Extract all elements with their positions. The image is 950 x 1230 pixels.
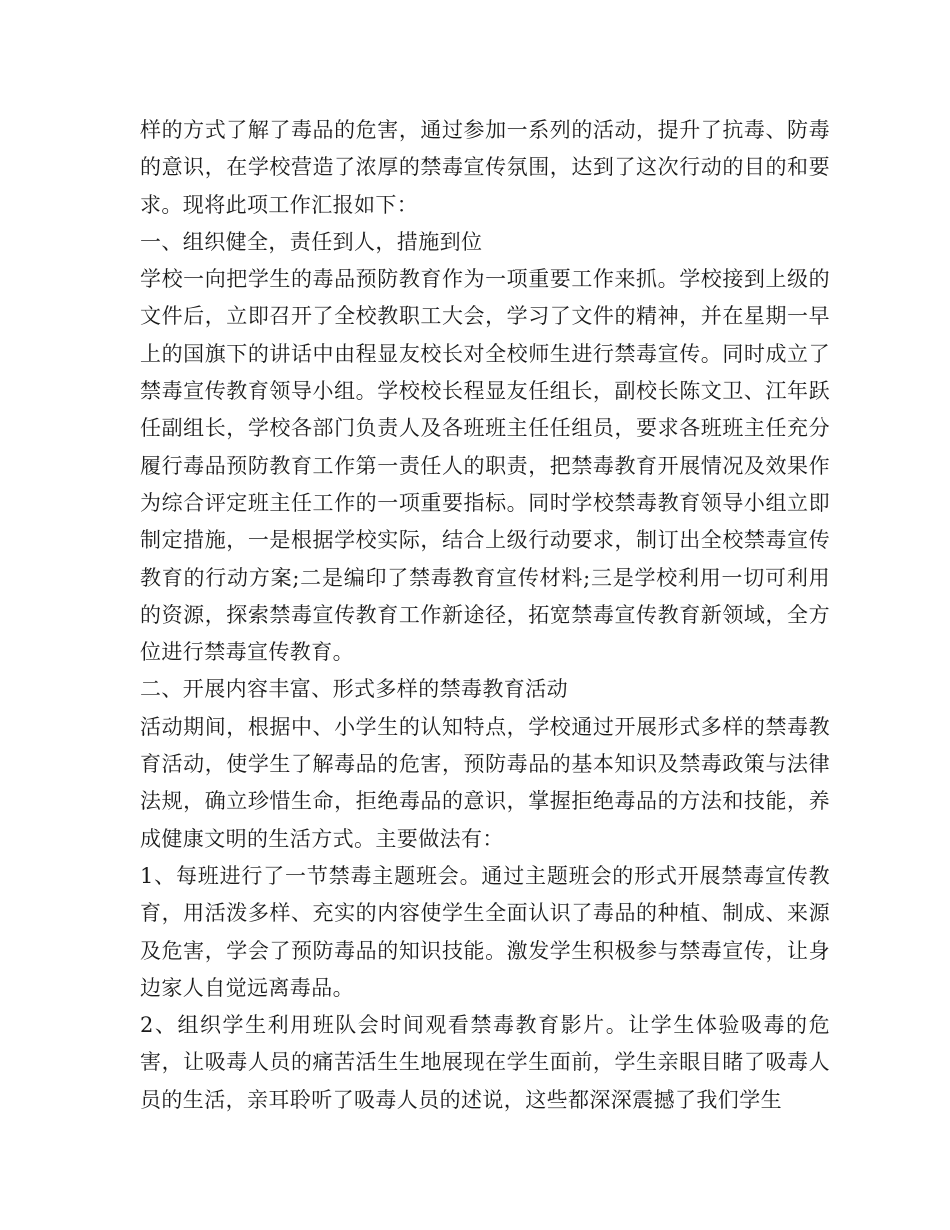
document-body [140, 112, 830, 1119]
list-item-2: 2、组织学生利用班队会时间观看禁毒教育影片。让学生体验吸毒的危害，让吸毒人员的痛苦活生生地展现在学生面前，学生亲眼目睹了吸毒人员的生活，亲耳聆听了吸毒人员的述说，这些都深深震撼了我们学生 [140, 1013, 830, 1112]
section-heading-2: 二、开展内容丰富、形式多样的禁毒教育活动 [140, 677, 568, 702]
paragraph-intro-continuation: 样的方式了解了毒品的危害，通过参加一系列的活动，提升了抗毒、防毒的意识，在学校营造了浓厚的禁毒宣传氛围，达到了这次行动的目的和要求。现将此项工作汇报如下： [140, 118, 830, 217]
list-item-1: 1、每班进行了一节禁毒主题班会。通过主题班会的形式开展禁毒宣传教育，用活泼多样、充实的内容使学生全面认识了毒品的种植、制成、来源及危害，学会了预防毒品的知识技能。激发学生积极参与禁毒宣传，让身边家人自觉远离毒品。 [140, 863, 830, 1000]
paragraph-activities: 活动期间，根据中、小学生的认知特点，学校通过开展形式多样的禁毒教育活动，使学生了解毒品的危害，预防毒品的基本知识及禁毒政策与法律法规，确立珍惜生命，拒绝毒品的意识，掌握拒绝毒品的方法和技能，养成健康文明的生活方式。主要做法有： [140, 714, 830, 851]
paragraph-organization: 学校一向把学生的毒品预防教育作为一项重要工作来抓。学校接到上级的文件后，立即召开了全校教职工大会，学习了文件的精神，并在星期一早上的国旗下的讲话中由程显友校长对全校师生进行禁毒宣传。同时成立了禁毒宣传教育领导小组。学校校长程显友任组长，副校长陈文卫、江年跃任副组长，学校各部门负责人及各班班主任任组员，要求各班班主任充分履行毒品预防教育工作第一责任人的职责，把禁毒教育开展情况及效果作为综合评定班主任工作的一项重要指标。同时学校禁毒教育领导小组立即制定措施，一是根据学校实际，结合上级行动要求，制订出全校禁毒宣传教育的行动方案;二是编印了禁毒教育宣传材料;三是学校利用一切可利用的资源，探索禁毒宣传教育工作新途径，拓宽禁毒宣传教育新领域，全方位进行禁毒宣传教育。 [140, 267, 830, 665]
section-heading-1: 一、组织健全，责任到人，措施到位 [140, 229, 483, 254]
